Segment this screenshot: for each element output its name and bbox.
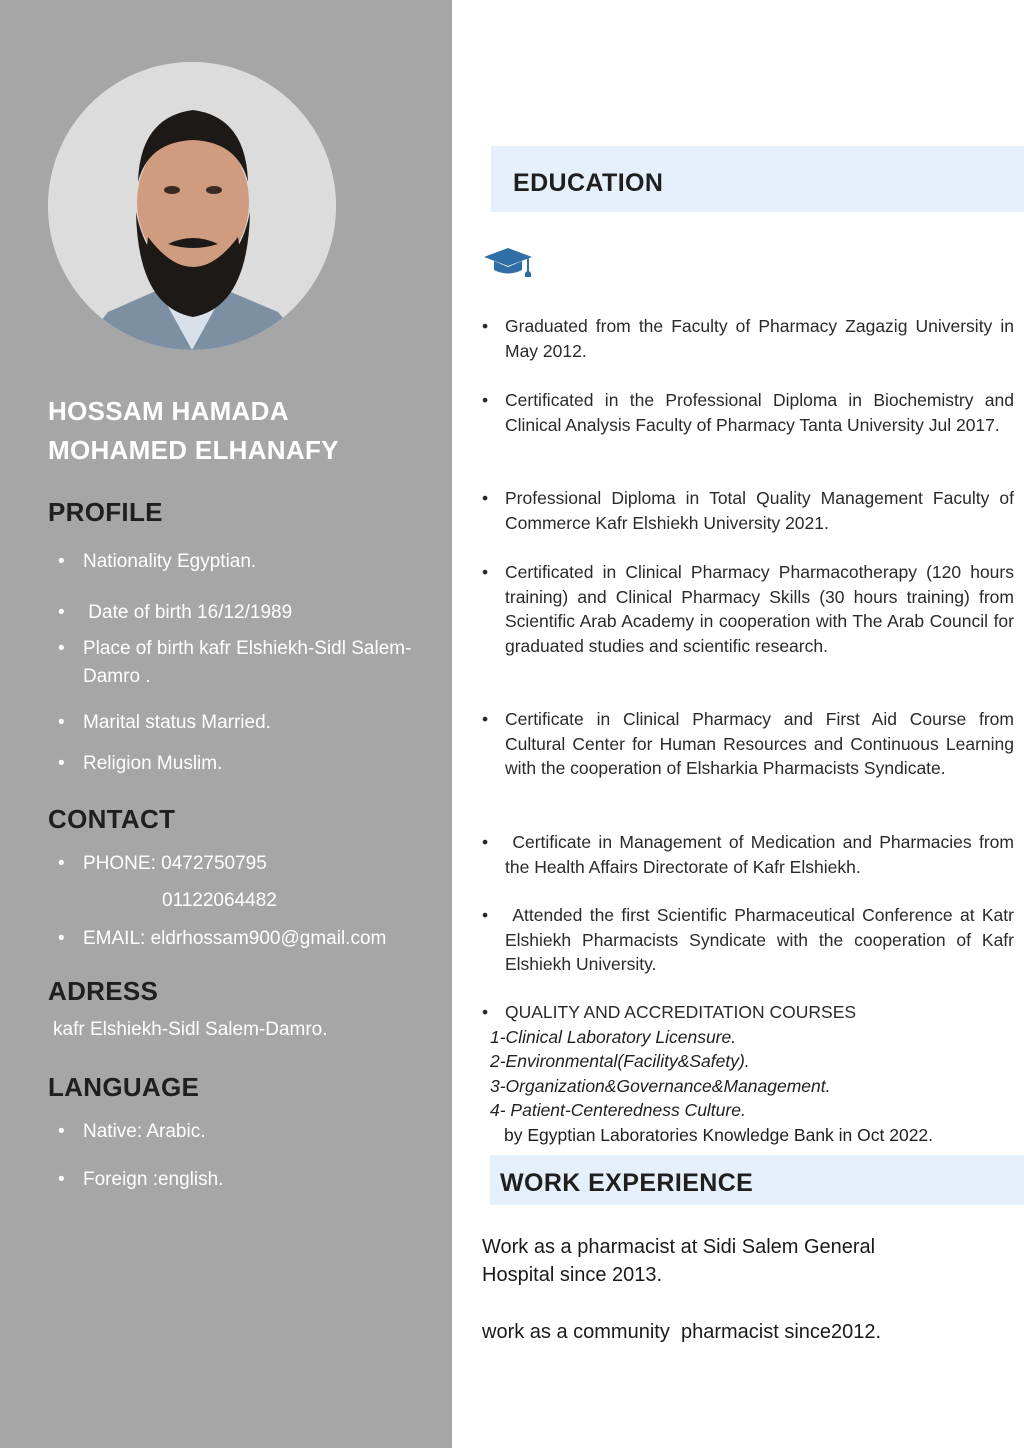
- bullet: •: [482, 390, 489, 410]
- bullet: •: [58, 753, 65, 774]
- bullet: •: [58, 853, 65, 874]
- address-value: kafr Elshiekh-Sidl Salem-Damro.: [53, 1019, 328, 1040]
- courses-provider: by Egyptian Laboratories Knowledge Bank in Oct 2022.: [504, 1125, 934, 1145]
- profile-item-text: Date of birth 16/12/1989: [83, 602, 293, 623]
- bullet: •: [58, 1169, 65, 1190]
- sidebar: [0, 0, 452, 1448]
- profile-item-text: Nationality Egyptian.: [83, 551, 257, 572]
- language-heading: LANGUAGE: [48, 1072, 200, 1102]
- education-item: [482, 1000, 1014, 1025]
- contact-phone-text: PHONE: 0472750795: [83, 853, 267, 874]
- work-line: Hospital since 2013.: [482, 1264, 663, 1286]
- bullet: •: [482, 488, 489, 508]
- education-item-text: Certificate in Management of Medication and Pharmacies from the Health Affairs Directorate of Kafr Elshiekh.: [505, 832, 1019, 877]
- bullet: •: [58, 551, 65, 572]
- language-item: [58, 1118, 443, 1146]
- language-item: [58, 1166, 443, 1194]
- profile-item: [58, 750, 443, 778]
- contact-phone: [58, 850, 443, 878]
- bullet: •: [482, 316, 489, 336]
- work-heading: WORK EXPERIENCE: [500, 1169, 754, 1197]
- course-line: 2-Environmental(Facility&Safety).: [490, 1051, 750, 1071]
- profile-heading: PROFILE: [48, 497, 163, 527]
- bullet: •: [482, 832, 489, 852]
- education-item: [482, 830, 1019, 879]
- bullet: •: [58, 1121, 65, 1142]
- bullet: •: [482, 562, 489, 582]
- language-item-text: Foreign :english.: [83, 1169, 224, 1190]
- person-name: [48, 392, 438, 470]
- course-line: 3-Organization&Governance&Management.: [490, 1076, 831, 1096]
- profile-item-text: Religion Muslim.: [83, 753, 223, 774]
- education-item-text: Certificated in the Professional Diploma in Biochemistry and Clinical Analysis Faculty of Pharmacy Tanta University Jul 2017.: [505, 390, 1014, 435]
- profile-item-text: Marital status Married.: [83, 712, 271, 733]
- contact-email: [58, 925, 443, 953]
- address-heading: ADRESS: [48, 976, 159, 1006]
- education-item-text: Professional Diploma in Total Quality Management Faculty of Commerce Kafr Elshiekh University 2021.: [505, 488, 1014, 533]
- bullet: •: [482, 709, 489, 729]
- education-item: [482, 486, 1014, 535]
- education-item: [482, 903, 1019, 977]
- education-heading: EDUCATION: [513, 169, 664, 197]
- education-item: [482, 388, 1014, 437]
- education-item-text: Graduated from the Faculty of Pharmacy Zagazig University in May 2012.: [505, 316, 1014, 361]
- bullet: •: [58, 928, 65, 949]
- bullet: •: [58, 638, 65, 659]
- language-item-text: Native: Arabic.: [83, 1121, 206, 1142]
- bullet: •: [482, 1002, 489, 1022]
- contact-email-text: EMAIL: eldrhossam900@gmail.com: [83, 928, 387, 949]
- education-item-text: Certificated in Clinical Pharmacy Pharmacotherapy (120 hours training) and Clinical Pharmacy Skills (30 hours training) from Scientific Arab Academy in cooperation with The Arab Council for graduated studies and scientific research.: [505, 562, 1014, 656]
- profile-photo: [48, 62, 336, 350]
- contact-heading: CONTACT: [48, 804, 176, 834]
- profile-item: [58, 599, 443, 627]
- course-line: 1-Clinical Laboratory Licensure.: [490, 1027, 737, 1047]
- education-item-text: Certificate in Clinical Pharmacy and First Aid Course from Cultural Center for Human Resources and Continuous Learning with the cooperation of Elsharkia Pharmacists Syndicate.: [505, 709, 1014, 778]
- graduation-cap-icon: [482, 246, 538, 280]
- profile-item: [58, 548, 443, 576]
- bullet: •: [58, 712, 65, 733]
- name-line-2: MOHAMED ELHANAFY: [48, 435, 339, 465]
- contact-phone-2: 01122064482: [162, 890, 277, 911]
- education-item: [482, 707, 1014, 781]
- course-line: 4- Patient-Centeredness Culture.: [490, 1100, 746, 1120]
- work-line: Work as a pharmacist at Sidi Salem General: [482, 1236, 876, 1258]
- profile-item: [58, 635, 438, 691]
- education-item-text: QUALITY AND ACCREDITATION COURSES: [505, 1002, 857, 1022]
- profile-item-text: Place of birth kafr Elshiekh-Sidl Salem-Damro .: [83, 638, 412, 687]
- work-line: work as a community pharmacist since2012.: [482, 1321, 882, 1343]
- education-item: [482, 314, 1014, 363]
- bullet: •: [58, 602, 65, 623]
- name-line-1: HOSSAM HAMADA: [48, 396, 289, 426]
- education-item-text: Attended the first Scientific Pharmaceutical Conference at Katr Elshiekh Pharmacists Syndicate with the cooperation of Kafr Elshiekh University.: [505, 905, 1019, 974]
- profile-item: [58, 709, 443, 737]
- bullet: •: [482, 905, 489, 925]
- education-item: [482, 560, 1014, 658]
